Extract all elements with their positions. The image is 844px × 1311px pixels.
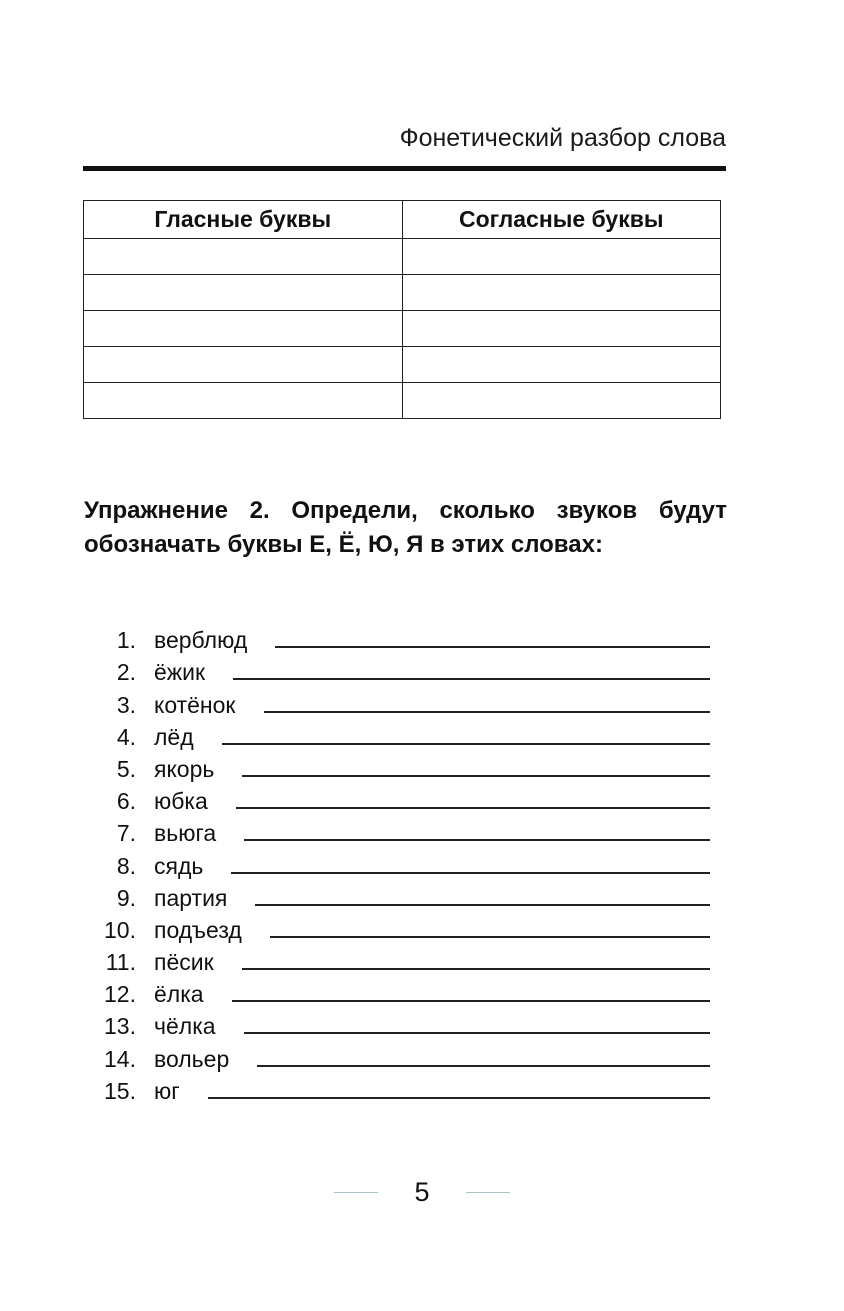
item-number: 9. (116, 884, 136, 911)
word-list (96, 622, 710, 1105)
consonant-cell[interactable] (402, 347, 721, 383)
exercise-instruction: Упражнение 2. Определи, сколько звуков будут обозначать буквы Е, Ё, Ю, Я в этих словах: (84, 497, 727, 558)
item-word: котёнок (154, 691, 236, 718)
item-number: 10. (104, 916, 136, 943)
list-item (96, 880, 710, 912)
list-item (96, 912, 710, 944)
answer-line[interactable] (270, 936, 710, 938)
list-item (96, 622, 710, 654)
table-row (84, 275, 721, 311)
item-word: сядь (154, 852, 204, 879)
answer-line[interactable] (255, 904, 710, 906)
table-header-row (84, 201, 721, 239)
answer-line[interactable] (257, 1065, 710, 1067)
item-number: 6. (116, 788, 136, 815)
header-rule (83, 166, 726, 171)
consonant-cell[interactable] (402, 275, 721, 311)
answer-line[interactable] (208, 1097, 710, 1099)
item-word: пёсик (154, 949, 214, 976)
answer-line[interactable] (264, 711, 711, 713)
letters-table (83, 200, 721, 419)
item-number: 14. (104, 1045, 136, 1072)
list-item (96, 686, 710, 718)
list-item (96, 1073, 710, 1105)
item-word: юг (154, 1077, 180, 1104)
table-row (84, 311, 721, 347)
item-word: юбка (154, 788, 208, 815)
vowel-cell[interactable] (84, 347, 403, 383)
answer-line[interactable] (275, 646, 710, 648)
item-word: вьюга (154, 820, 217, 847)
item-number: 13. (104, 1013, 136, 1040)
item-word: подъезд (154, 916, 242, 943)
page-footer (0, 1177, 844, 1208)
consonant-cell[interactable] (402, 239, 721, 275)
answer-line[interactable] (233, 678, 710, 680)
page-header-title: Фонетический разбор слова (399, 124, 726, 152)
item-number: 7. (116, 820, 136, 847)
item-word: чёлка (154, 1013, 216, 1040)
item-number: 12. (104, 981, 136, 1008)
answer-line[interactable] (222, 743, 710, 745)
item-number: 11. (105, 949, 136, 976)
vowel-cell[interactable] (84, 383, 403, 419)
item-number: 8. (116, 852, 136, 879)
list-item (96, 654, 710, 686)
footer-rule-right (466, 1192, 510, 1193)
item-number: 1. (116, 627, 136, 654)
answer-line[interactable] (242, 968, 710, 970)
item-number: 4. (116, 723, 136, 750)
answer-line[interactable] (236, 807, 710, 809)
item-word: вольер (154, 1045, 230, 1072)
consonant-cell[interactable] (402, 311, 721, 347)
answer-line[interactable] (232, 1000, 710, 1002)
list-item (96, 783, 710, 815)
list-item (96, 976, 710, 1008)
list-item (96, 944, 710, 976)
item-number: 15. (104, 1077, 136, 1104)
list-item (96, 719, 710, 751)
answer-line[interactable] (231, 872, 710, 874)
answer-line[interactable] (244, 839, 710, 841)
item-number: 3. (116, 691, 136, 718)
answer-line[interactable] (244, 1032, 710, 1034)
table-row (84, 383, 721, 419)
list-item (96, 815, 710, 847)
table-row (84, 347, 721, 383)
item-word: ёжик (154, 659, 206, 686)
consonant-cell[interactable] (402, 383, 721, 419)
item-word: ёлка (154, 981, 204, 1008)
footer-rule-left (334, 1192, 378, 1193)
list-item (96, 1008, 710, 1040)
item-number: 2. (116, 659, 136, 686)
column-header-vowels: Гласные буквы (84, 201, 403, 239)
list-item (96, 751, 710, 783)
column-header-consonants: Согласные буквы (402, 201, 721, 239)
page-number: 5 (414, 1177, 430, 1207)
answer-line[interactable] (242, 775, 710, 777)
item-word: лёд (154, 723, 194, 750)
vowel-cell[interactable] (84, 239, 403, 275)
list-item (96, 847, 710, 879)
list-item (96, 1040, 710, 1072)
item-number: 5. (116, 755, 136, 782)
item-word: верблюд (154, 627, 248, 654)
item-word: партия (154, 884, 228, 911)
table-row (84, 239, 721, 275)
vowel-cell[interactable] (84, 311, 403, 347)
vowel-cell[interactable] (84, 275, 403, 311)
item-word: якорь (154, 755, 215, 782)
